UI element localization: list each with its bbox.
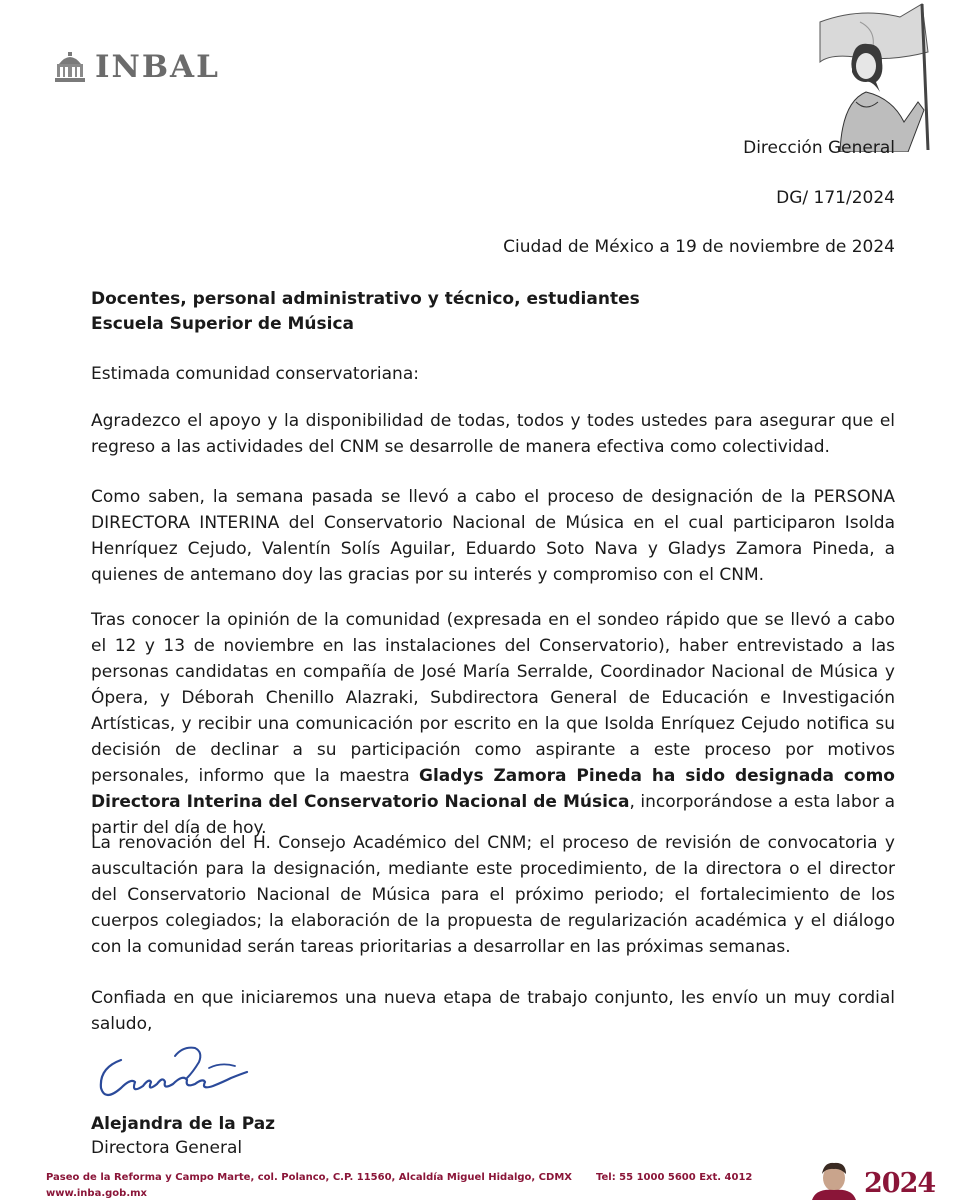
- paragraph-3-outro: , incorporándose a esta labor a partir del día de hoy.: [91, 792, 896, 838]
- recipient-line-2: Escuela Superior de Música: [91, 314, 355, 334]
- footer-website: www.inba.gob.mx: [46, 1188, 147, 1199]
- signer-block: [91, 1112, 275, 1160]
- department-line: Dirección General: [743, 138, 895, 158]
- footer-address-line: [46, 1172, 752, 1183]
- paragraph-3: [91, 607, 895, 841]
- palacio-bellas-artes-icon: [53, 50, 87, 84]
- signer-name: Alejandra de la Paz: [91, 1114, 276, 1134]
- handwritten-signature: [91, 1038, 261, 1108]
- salutation: Estimada comunidad conservatoriana:: [91, 364, 419, 384]
- paragraph-4: La renovación del H. Consejo Académico del CNM; el proceso de revisión de convocatoria y auscultación para la designación, mediante este procedimiento, de la directora o el director del Conservatorio Nacional de Música para el próximo periodo; el fortalecimiento de los cuerpos colegiados; la elaboración de la propuesta de regularización académica y el diálogo con la comunidad serán tareas prioritarias a desarrollar en las próximas semanas.: [91, 833, 895, 957]
- footer-phone: Tel: 55 1000 5600 Ext. 4012: [595, 1172, 753, 1183]
- reference-number: DG/ 171/2024: [776, 188, 895, 208]
- footer-address: Paseo de la Reforma y Campo Marte, col. Polanco, C.P. 11560, Alcaldía Miguel Hidalgo, CDMX: [46, 1172, 572, 1183]
- heroine-flag-illustration: [800, 2, 940, 152]
- paragraph-2: Como saben, la semana pasada se llevó a cabo el proceso de designación de la PERSONA DIRECTORA INTERINA del Conservatorio Nacional de Música en el cual participaron Isolda Henríquez Cejudo, Valentín Solís Aguilar, Eduardo Soto Nava y Gladys Zamora Pineda, a quienes de antemano doy las gracias por su interés y compromiso con el CNM.: [91, 487, 895, 585]
- closing: Confiada en que iniciaremos una nueva etapa de trabajo conjunto, les envío un muy cordial saludo,: [91, 988, 895, 1034]
- paragraph-3-intro: Tras conocer la opinión de la comunidad (expresada en el sondeo rápido que se llevó a cabo el 12 y 13 de noviembre en las instalaciones del Conservatorio), haber entrevistado a las personas candidatas en compañía de José María Serralde, Coordinador Nacional de Música y Ópera, y Déborah Chenillo Alazraki, Subdirectora General de Educación e Investigación Artísticas, y recibir una comunicación por escrito en la que Isolda Enríquez Cejudo notifica su decisión de declinar a su participación como aspirante a este proceso por motivos personales, informo que la maestra: [91, 610, 895, 786]
- portrait-illustration: [806, 1160, 862, 1200]
- paragraph-3-highlight: Gladys Zamora Pineda ha sido designada como Directora Interina del Conservatorio Nacional de Música: [91, 766, 895, 812]
- place-date: Ciudad de México a 19 de noviembre de 2024: [503, 237, 895, 257]
- recipient-block: [91, 287, 640, 337]
- inbal-logo: [53, 50, 220, 84]
- recipient-line-1: Docentes, personal administrativo y técnico, estudiantes: [91, 289, 640, 309]
- signer-title: Directora General: [91, 1138, 243, 1158]
- year-mark: 2024: [864, 1168, 936, 1199]
- org-logo-text: INBAL: [95, 49, 220, 85]
- paragraph-1: Agradezco el apoyo y la disponibilidad de todas, todos y todes ustedes para asegurar que el regreso a las actividades del CNM se desarrolle de manera efectiva como colectividad.: [91, 411, 895, 457]
